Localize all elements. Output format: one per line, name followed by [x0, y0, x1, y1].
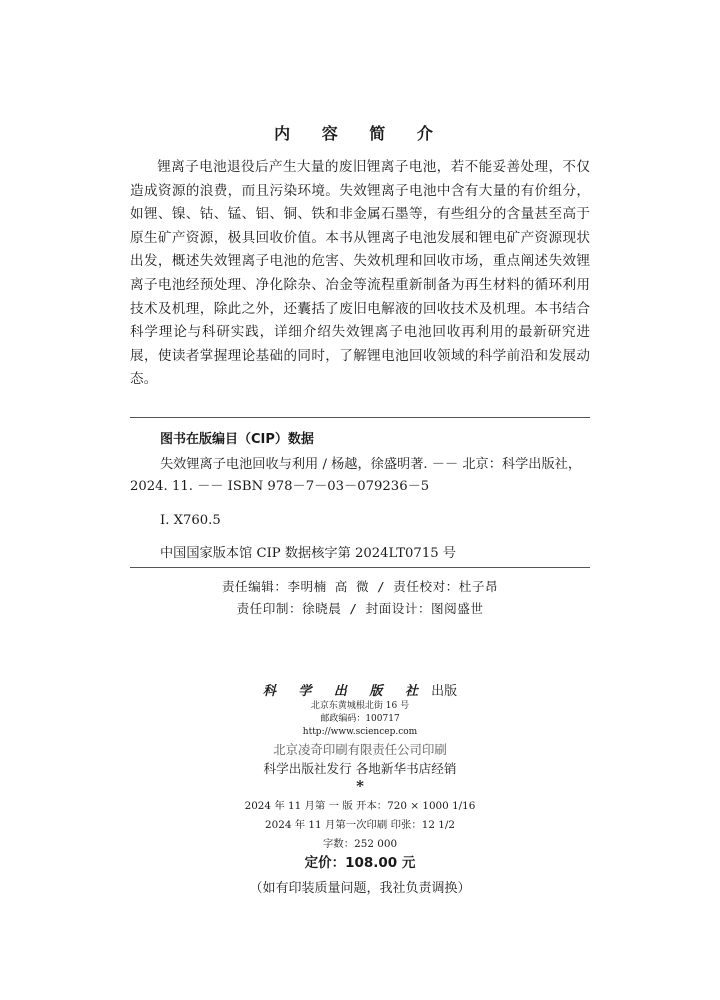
cip-heading: 图书在版编目（CIP）数据	[160, 432, 314, 447]
cip-bottom-rule	[130, 567, 590, 568]
publisher-address: 北京东黄城根北街 16 号	[310, 701, 410, 711]
separator-asterisk: *	[356, 777, 364, 795]
publisher-line	[0, 680, 720, 699]
printer-line: 北京凌奇印刷有限责任公司印刷	[273, 742, 447, 757]
edition-line-1: 2024 年 11 月第 一 版 开本：720 × 1000 1/16	[244, 800, 476, 812]
cip-classification: Ⅰ. X760.5	[160, 513, 221, 528]
credits-editors: 责任编辑：李明楠 高 微 / 责任校对：杜子昂	[221, 579, 499, 594]
cip-line-1: 失效锂离子电池回收与利用 / 杨越，徐盛明著. －－ 北京：科学出版社，	[160, 457, 582, 472]
price: 定价：108.00 元	[304, 855, 416, 871]
cip-top-rule	[130, 417, 590, 418]
publisher-postcode: 邮政编码：100717	[320, 714, 400, 724]
cip-line-2: 2024. 11. －－ ISBN 978－7－03－079236－5	[130, 479, 430, 494]
word-count: 字数：252 000	[322, 838, 398, 850]
cip-entry	[130, 454, 590, 498]
publisher-website: http://www.sciencep.com	[302, 727, 418, 737]
cip-record-number: 中国国家版本馆 CIP 数据核字第 2024LT0715 号	[160, 546, 456, 561]
edition-line-2: 2024 年 11 月第一次印刷 印张：12 1/2	[264, 819, 456, 831]
introduction-text: 锂离子电池退役后产生大量的废旧锂离子电池，若不能妥善处理，不仅造成资源的浪费，而且污染环境。失效锂离子电池中含有大量的有价组分，如锂、镍、钴、锰、铝、铜、铁和非金属石墨等，有些组分的含量甚至高于原生矿产资源，极具回收价值。本书从锂离子电池发展和锂电矿产资源现状出发，概述失效锂离子电池的危害、失效机理和回收市场，重点阐述失效锂离子电池经预处理、净化除杂、冶金等流程重新制备为再生材料的循环利用技术及机理，除此之外，还囊括了废旧电解液的回收技术及机理。本书结合科学理论与科研实践，详细介绍失效锂离子电池回收再利用的最新研究进展，使读者掌握理论基础的同时，了解锂电池回收领域的科学前沿和发展动态。	[130, 159, 590, 388]
credits-production: 责任印制：徐晓晨 / 封面设计：图阅盛世	[236, 601, 484, 616]
publisher-suffix: 出版	[431, 684, 458, 699]
quality-notice: （如有印装质量问题，我社负责调换）	[249, 881, 471, 896]
publisher-name: 科 学 出 版 社	[262, 684, 427, 699]
distribution-line: 科学出版社发行 各地新华书店经销	[263, 761, 457, 776]
section-title: 内 容 简 介	[274, 124, 446, 143]
